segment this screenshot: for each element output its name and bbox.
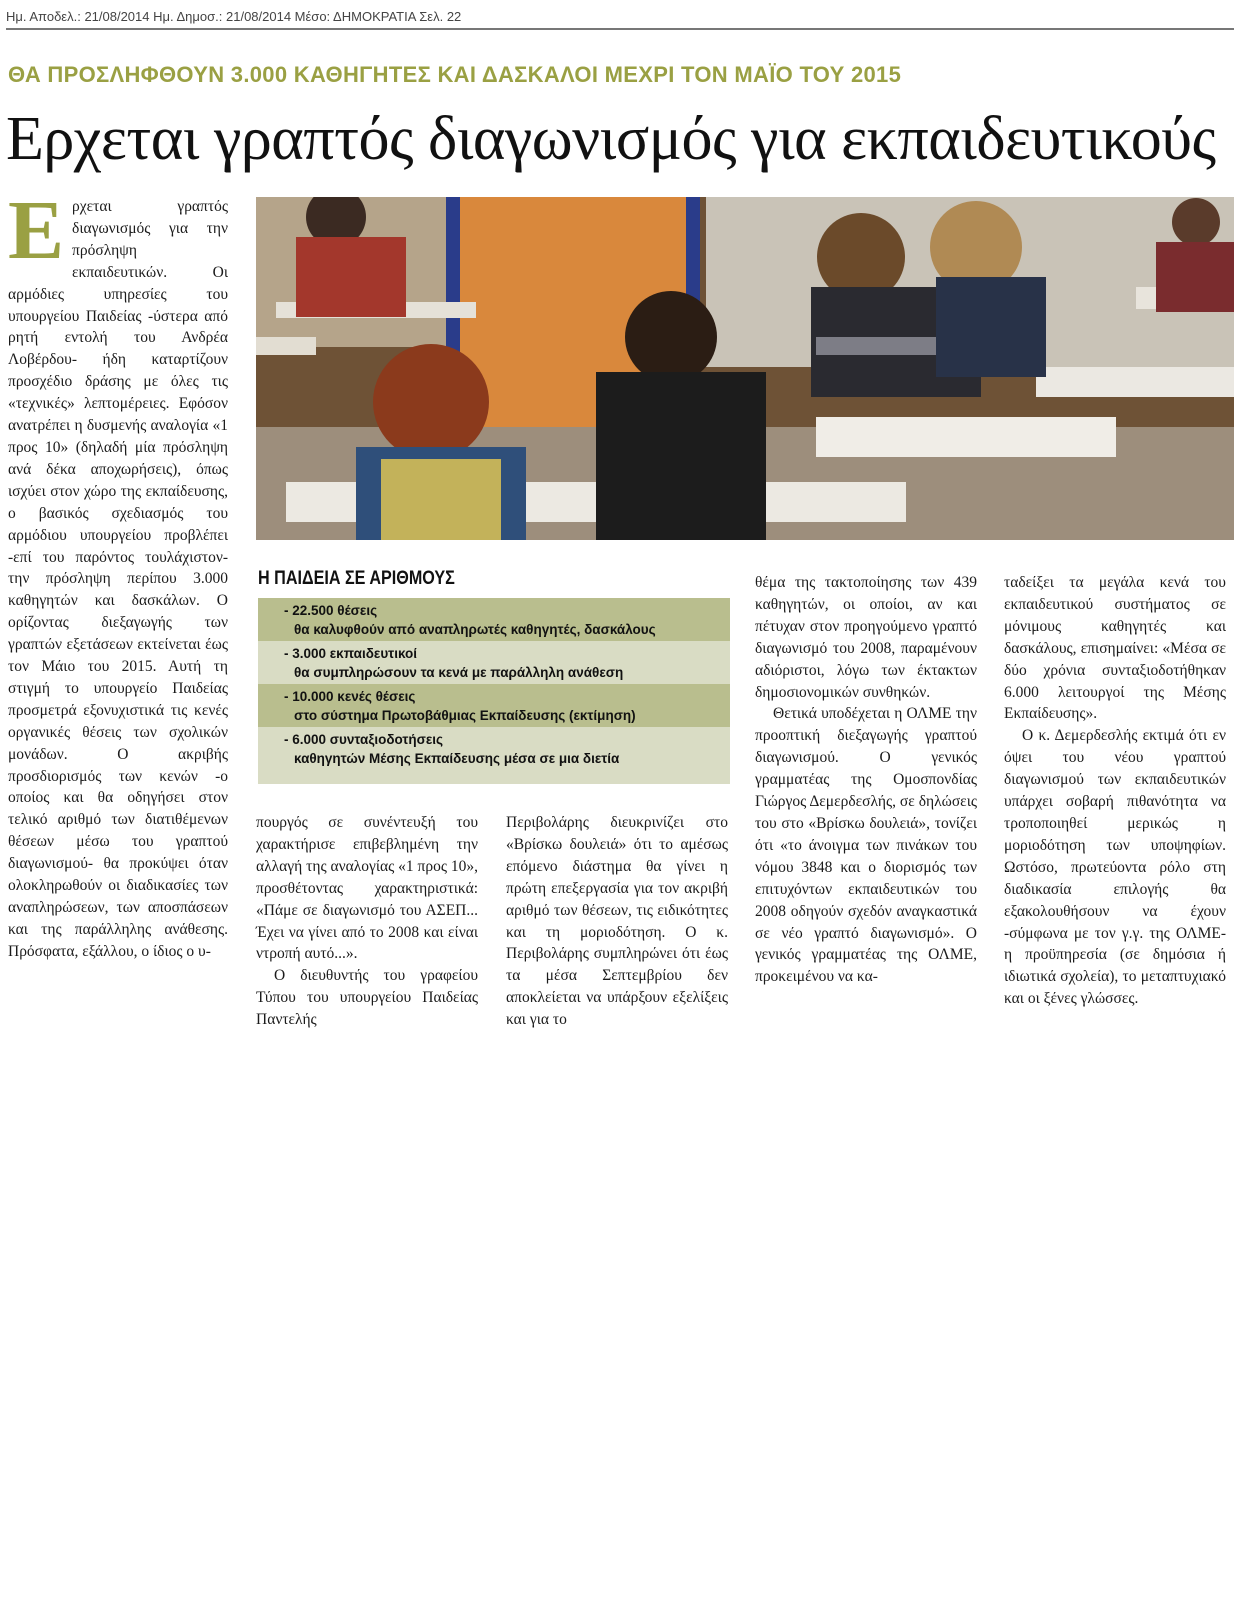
column-5-paragraph-2: Ο κ. Δεμερδεσλής εκτιμά ότι εν όψει του νέου γραπτού διαγωνισμού των εκπαιδευτικών υπάρχει σοβαρή πιθανότητα να τροποποιηθεί μερικώς η μοριοδότηση των υποψηφίων. Ωστόσο, πρωτεύοντα ρόλο στη διαδικασία επιλογής θα εξακολουθήσουν να έχουν -σύμφωνα με τον γ.γ. της ΟΛΜΕ- η προϋπηρεσία (σε δημόσια ή ιδιωτικά σχολεία), το μεταπτυχιακό και οι ξένες γλώσσες. [1004,727,1226,1008]
column-5-paragraph-1: ταδείξει τα μεγάλα κενά του εκπαιδευτικού συστήματος σε μόνιμους καθηγητές και δασκάλους, επισημαίνει: «Μέσα σε δύο χρόνια συνταξιοδοτήθηκαν 6.000 λειτουργοί της Μέσης Εκπαίδευσης». [1004,574,1226,723]
article-photo [256,197,1234,540]
stat-item [258,684,730,727]
article-column-2 [256,812,478,1031]
column-2-paragraph-1: πουργός σε συνέντευξή του χαρακτήρισε επιβεβλημένη την αλλαγή της αναλογίας «1 προς 10», προσθέτοντας χαρακτηριστικά: «Πάμε σε διαγωνισμό του ΑΣΕΠ... Έχει να γίνει από το 2008 και είναι ντροπή αυτό...». [256,814,478,963]
stat-figure: - 6.000 συνταξιοδοτήσεις [284,732,444,747]
column-4-paragraph-2: Θετικά υποδέχεται η ΟΛΜΕ την προοπτική διεξαγωγής γραπτού διαγωνισμού. Ο γενικός γραμματέας της Ομοσπονδίας Γιώργος Δεμερδεσλής, σε δηλώσεις του στο «Βρίσκω δουλειά», τονίζει ότι «το άνοιγμα των πινάκων του νόμου 3848 και ο διορισμός των επιτυχόντων εκπαιδευτικών του 2008 οδηγούν σχεδόν αναγκαστικά σε νέο γραπτό διαγωνισμό». Ο γενικός γραμματέας της ΟΛΜΕ, προκειμένου να κα- [755,705,977,986]
stat-description: θα συμπληρώσουν τα κενά με παράλληλη ανάθεση [294,665,624,680]
column-4-paragraph-1: θέμα της τακτοποίησης των 439 καθηγητών, οι οποίοι, αν και πέτυχαν στον προηγούμενο γραπτό διαγωνισμό του 2008, παραμένουν αδιόριστοι, λόγω των έκτακτων δημοσιονομικών συνθηκών. [755,574,977,701]
stat-item [258,641,730,684]
article-headline: Ερχεται γραπτός διαγωνισμός για εκπαιδευτικούς [6,105,1216,173]
column-2-paragraph-2: Ο διευθυντής του γραφείου Τύπου του υπουργείου Παιδείας Παντελής [256,967,478,1029]
stat-figure: - 22.500 θέσεις [284,603,378,618]
column-3-text: Περιβολάρης διευκρινίζει στο «Βρίσκω δουλειά» ότι το αμέσως επόμενο διάστημα θα γίνει η πρώτη επεξεργασία για τον ακριβή αριθμό των θέσεων, τις ειδικότητες και τη μοριοδότηση. Ο κ. Περιβολάρης συμπληρώνει ότι έως τα μέσα Σεπτεμβρίου δεν αποκλείεται να υπάρξουν εξελίξεις και για το [506,814,728,1029]
column-1-text: ρχεται γραπτός διαγωνισμός για την πρόσληψη εκπαιδευτικών. Οι αρμόδιες υπηρεσίες του υπουργείου Παιδείας -ύστερα από ρητή εντολή του Ανδρέα Λοβέρδου- ήδη καταρτίζουν προσχέδιο δράσης με όλες τις «τεχνικές» λεπτομέρειες. Εφόσον ανατρέπει η δυσμενής αναλογία «1 προς 10» (δηλαδή μία πρόσληψη ανά δέκα αποχωρήσεις), όπως ισχύει στον χώρο της εκπαίδευσης, ο βασικός σχεδιασμός του αρμόδιου υπουργείου προβλέπει -επί του παρόντος τουλάχιστον- την πρόσληψη περίπου 3.000 καθηγητών και δασκάλων. Ο ορίζοντας διεξαγωγής των γραπτών εξετάσεων εκτείνεται έως τον Μάιο του 2015. Αυτή τη στιγμή το υπουργείο Παιδείας προσμετρά εξονυχιστικά τις κενές οργανικές θέσεις των σχολικών μονάδων. Ο ακριβής προσδιορισμός των κενών -ο οποίος και θα οδηγήσει στον τελικό αριθμό των διατιθέμενων θέσεων μέσω του γραπτού διαγωνισμού- θα προκύψει όταν ολοκληρωθούν οι διαδικασίες των αναπληρώσεων, των αποσπάσεων και της παράλληλης ανάθεσης. Πρόσφατα, εξάλλου, ο ίδιος ο υ- [8,198,228,960]
clipping-meta: Ημ. Αποδελ.: 21/08/2014 Ημ. Δημοσ.: 21/08/2014 Μέσο: ΔΗΜΟΚΡΑΤΙΑ Σελ. 22 [6,9,462,24]
article-column-4 [755,572,977,988]
article-column-3 [506,812,728,1031]
article-kicker: ΘΑ ΠΡΟΣΛΗΦΘΟΥΝ 3.000 ΚΑΘΗΓΗΤΕΣ ΚΑΙ ΔΑΣΚΑΛΟΙ ΜΕΧΡΙ ΤΟΝ ΜΑΪΟ ΤΟΥ 2015 [8,62,902,87]
stat-description: θα καλυφθούν από αναπληρωτές καθηγητές, δασκάλους [294,622,656,637]
stat-description: καθηγητών Μέσης Εκπαίδευσης μέσα σε μια διετία [294,751,620,766]
classroom-exam-photo [256,197,1234,540]
article-column-5 [1004,572,1226,1010]
clipping-meta-bar [6,6,1234,30]
stat-figure: - 3.000 εκπαιδευτικοί [284,646,418,661]
drop-cap: Ε [8,184,65,277]
stat-figure: - 10.000 κενές θέσεις [284,689,416,704]
stat-description: στο σύστημα Πρωτοβάθμιας Εκπαίδευσης (εκτίμηση) [294,708,636,723]
article-column-1 [8,184,228,963]
stat-item [258,727,730,770]
stats-box [258,598,730,784]
stats-box-title: Η ΠΑΙΔΕΙΑ ΣΕ ΑΡΙΘΜΟΥΣ [258,568,455,589]
stat-item [258,598,730,641]
